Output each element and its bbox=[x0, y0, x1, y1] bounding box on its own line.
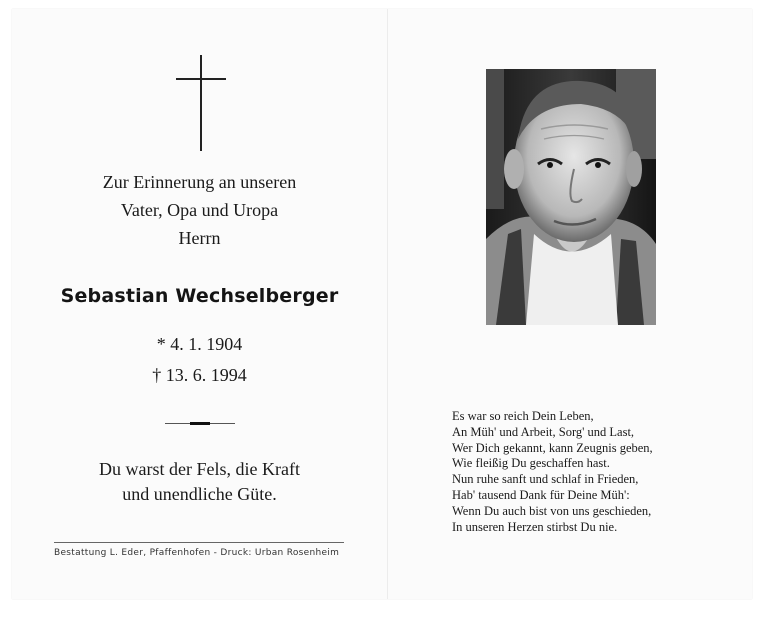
poem-line: Nun ruhe sanft und schlaf in Frieden, bbox=[452, 472, 639, 487]
divider bbox=[165, 423, 235, 424]
intro-line-2: Vater, Opa und Uropa bbox=[120, 200, 279, 220]
portrait-photo bbox=[486, 69, 656, 325]
portrait-icon bbox=[486, 69, 656, 325]
intro-line-1: Zur Erinnerung an unseren bbox=[102, 172, 297, 192]
poem-line: Es war so reich Dein Leben, bbox=[452, 409, 594, 423]
left-panel bbox=[12, 9, 388, 599]
birth-date: * 4. 1. 1904 bbox=[156, 334, 243, 354]
poem-line: Wie fleißig Du geschaffen hast. bbox=[452, 456, 610, 471]
poem-line: Hab' tausend Dank für Deine Müh': bbox=[452, 487, 630, 502]
cross-icon bbox=[176, 55, 226, 151]
poem-line: In unseren Herzen stirbst Du nie. bbox=[452, 519, 618, 534]
memorial-card bbox=[12, 9, 752, 599]
right-panel bbox=[388, 9, 752, 599]
poem bbox=[452, 409, 653, 535]
motto-line-1: Du warst der Fels, die Kraft bbox=[99, 459, 300, 479]
footer-rule bbox=[54, 542, 344, 543]
motto-line-2: und unendliche Güte. bbox=[122, 484, 277, 504]
intro-line-3: Herrn bbox=[178, 228, 221, 248]
printer-credits: Bestattung L. Eder, Pfaffenhofen - Druck: Urban Rosenheim bbox=[54, 548, 340, 558]
poem-line: An Müh' und Arbeit, Sorg' und Last, bbox=[452, 424, 635, 439]
poem-line: Wenn Du auch bist von uns geschieden, bbox=[452, 503, 652, 518]
death-date: † 13. 6. 1994 bbox=[152, 365, 247, 385]
deceased-name: Sebastian Wechselberger bbox=[60, 285, 339, 307]
poem-line: Wer Dich gekannt, kann Zeugnis geben, bbox=[452, 440, 653, 455]
